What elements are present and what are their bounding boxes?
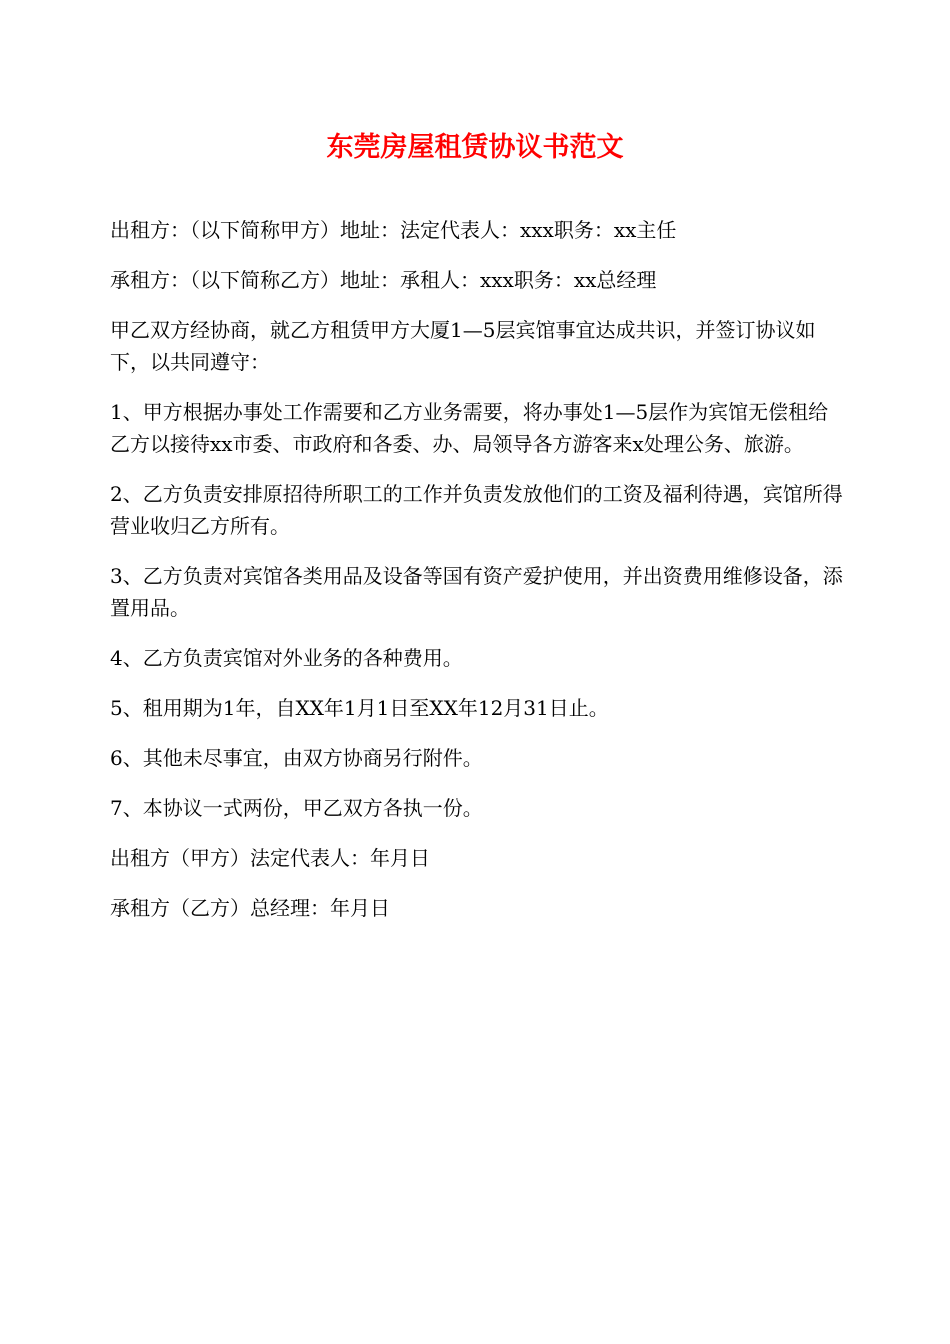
document-body <box>110 214 845 942</box>
clause-3: 3、乙方负责对宾馆各类用品及设备等国有资产爱护使用，并出资费用维修设备，添置用品。 <box>110 564 843 620</box>
clause-6: 6、其他未尽事宜，由双方协商另行附件。 <box>110 746 483 770</box>
clause-7: 7、本协议一式两份，甲乙双方各执一份。 <box>110 796 483 820</box>
clause-4: 4、乙方负责宾馆对外业务的各种费用。 <box>110 646 463 670</box>
lessee-info: 承租方：（以下简称乙方）地址：承租人：xxx职务：xx总经理 <box>110 268 657 292</box>
document-title: 东莞房屋租赁协议书范文 <box>326 132 624 163</box>
clause-5: 5、租用期为1年，自XX年1月1日至XX年12月31日止。 <box>110 696 609 720</box>
clause-1: 1、甲方根据办事处工作需要和乙方业务需要，将办事处1—5层作为宾馆无偿租给乙方以接待xx市委、市政府和各委、办、局领导各方游客来x处理公务、旅游。 <box>110 400 829 456</box>
lessor-signature-line: 出租方（甲方）法定代表人：年月日 <box>110 846 430 870</box>
lessee-signature-line: 承租方（乙方）总经理：年月日 <box>110 896 390 920</box>
clause-2: 2、乙方负责安排原招待所职工的工作并负责发放他们的工资及福利待遇，宾馆所得营业收归乙方所有。 <box>110 482 843 538</box>
agreement-intro: 甲乙双方经协商，就乙方租赁甲方大厦1—5层宾馆事宜达成共识，并签订协议如下，以共同遵守： <box>110 318 816 374</box>
lessor-info: 出租方：（以下简称甲方）地址：法定代表人：xxx职务：xx主任 <box>110 218 677 242</box>
